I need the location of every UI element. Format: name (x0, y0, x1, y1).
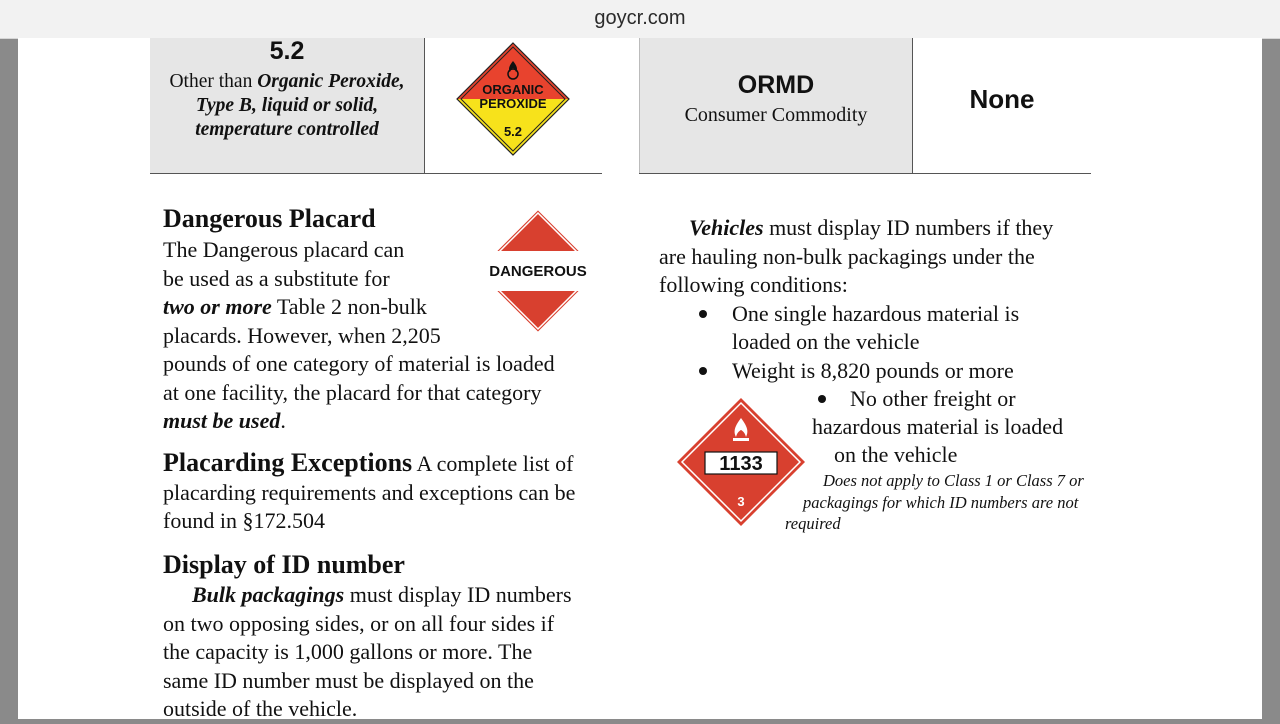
text-line: outside of the vehicle. (163, 696, 358, 721)
text-run: A complete list of (412, 451, 574, 476)
bullet-item (732, 300, 1019, 356)
text-line: be used as a substitute for (163, 265, 390, 291)
text-line: following conditions: (659, 272, 848, 297)
text-line: on two opposing sides, or on all four sides if (163, 610, 555, 636)
table-bottom-rule (150, 173, 602, 174)
bullet-item: on the vehicle (834, 442, 958, 467)
bullet-item: Weight is 8,820 pounds or more (732, 358, 1014, 383)
text-run: must display ID numbers if they (763, 215, 1054, 240)
dangerous-placard (474, 207, 602, 335)
bullet-line: loaded on the vehicle (732, 329, 920, 354)
description-emphasis: Organic Peroxide, (257, 71, 405, 92)
placarding-exceptions-section (163, 449, 643, 536)
text-line: at one facility, the placard for that category (163, 379, 542, 405)
text-line: placarding requirements and exceptions can be (163, 479, 576, 505)
text-emphasis: must be used (163, 408, 281, 433)
class-description-line: Type B, liquid or solid, (195, 95, 379, 116)
note-line: Does not apply to Class 1 or Class 7 or (823, 471, 1084, 490)
document-page (18, 38, 1262, 719)
bullet-item: No other freight or (850, 386, 1016, 411)
placarding-exceptions-heading: Placarding Exceptions (163, 448, 413, 477)
note-line: required (785, 514, 841, 533)
text-emphasis: two or more (163, 294, 272, 319)
class-description-line: temperature controlled (195, 119, 379, 140)
placard-line1: ORGANIC (482, 82, 544, 97)
bullet-dot (699, 367, 707, 375)
url-display[interactable]: goycr.com (594, 7, 686, 29)
text-run: Table 2 non-bulk (271, 294, 427, 319)
vehicles-note (785, 470, 1125, 535)
class-description (150, 70, 424, 142)
class-subtitle: Consumer Commodity (684, 104, 868, 126)
text-line: same ID number must be displayed on the (163, 667, 534, 693)
text-line (163, 449, 643, 479)
id-number: 1133 (719, 453, 763, 475)
text-line: placards. However, when 2,205 (163, 322, 441, 348)
table-bottom-rule (639, 173, 1091, 174)
text-emphasis: Vehicles (689, 215, 764, 240)
bullet-dot (699, 310, 707, 318)
text-line (163, 581, 643, 610)
text-run: . (280, 408, 286, 433)
table-divider (424, 38, 425, 173)
placard-line2: PEROXIDE (479, 96, 547, 111)
text-line: The Dangerous placard can (163, 237, 405, 262)
bullet-line: One single hazardous material is (732, 301, 1020, 326)
text-line: found in §172.504 (163, 508, 325, 533)
text-line: pounds of one category of material is loaded (163, 351, 555, 376)
bullet-item: hazardous material is loaded (812, 414, 1064, 439)
bullet-dot (818, 395, 826, 403)
organic-peroxide-placard (455, 41, 571, 157)
text-run: must display ID numbers (344, 582, 572, 607)
dangerous-placard-heading: Dangerous Placard (163, 204, 376, 233)
note-line: packagings for which ID numbers are not (803, 492, 1079, 512)
text-line: are hauling non-bulk packagings under the (659, 243, 1035, 269)
placard-class-number: 5.2 (503, 124, 523, 139)
placard-class-number: 3 (737, 494, 745, 509)
class-number: 5.2 (269, 37, 305, 65)
text-emphasis: Bulk packagings (192, 582, 345, 607)
placard-none-value: None (969, 84, 1035, 114)
vehicles-text (659, 214, 1129, 300)
display-id-heading: Display of ID number (163, 550, 405, 579)
text-line: the capacity is 1,000 gallons or more. The (163, 639, 533, 664)
browser-top-bar (0, 0, 1280, 39)
display-id-text (163, 581, 643, 724)
description-text: Other than (169, 71, 258, 92)
dangerous-label: DANGEROUS (489, 263, 587, 280)
flammable-id-placard (675, 396, 807, 528)
text-line (659, 214, 1129, 243)
class-name-ormd: ORMD (737, 71, 815, 99)
class-description-line (150, 70, 424, 94)
text-line (163, 407, 633, 436)
